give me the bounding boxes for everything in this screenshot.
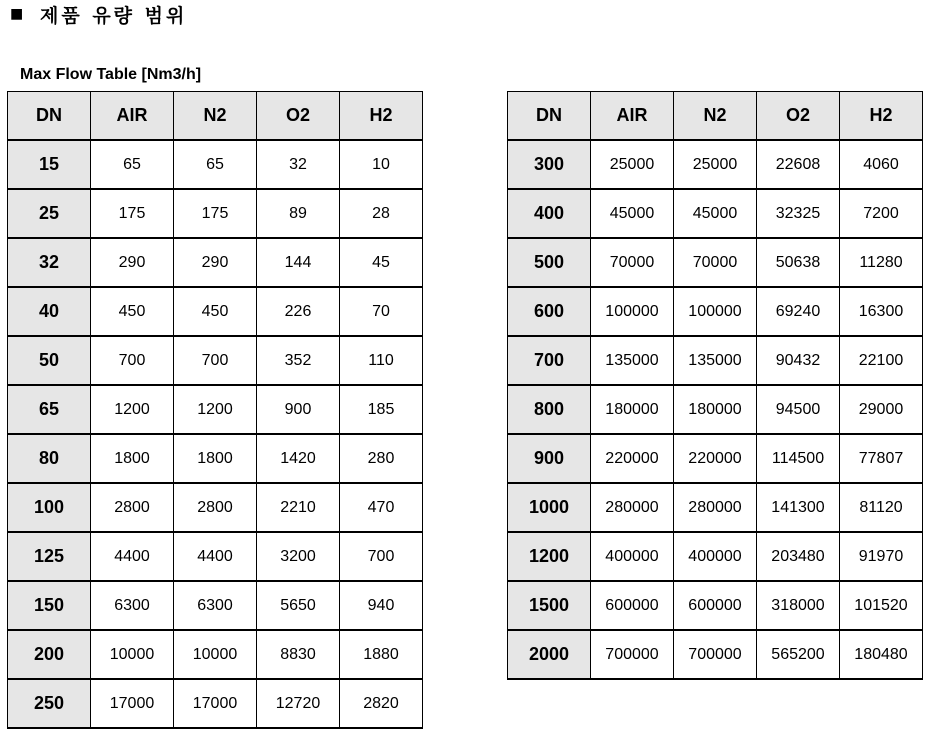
column-header-air: AIR (591, 92, 674, 141)
table-row (508, 434, 923, 483)
header-row (508, 92, 923, 141)
flow-cell-o2: 144 (257, 238, 340, 287)
dn-cell: 200 (8, 630, 91, 679)
dn-cell: 100 (8, 483, 91, 532)
square-bullet-icon: ■ (10, 6, 24, 22)
table-row (508, 385, 923, 434)
flow-cell-n2: 180000 (674, 385, 757, 434)
flow-cell-o2: 94500 (757, 385, 840, 434)
dn-cell: 32 (8, 238, 91, 287)
table-row (508, 287, 923, 336)
dn-cell: 900 (508, 434, 591, 483)
column-header-h2: H2 (840, 92, 923, 141)
flow-cell-h2: 10 (340, 140, 423, 189)
flow-cell-o2: 12720 (257, 679, 340, 728)
flow-cell-n2: 17000 (174, 679, 257, 728)
flow-cell-h2: 16300 (840, 287, 923, 336)
flow-cell-air: 450 (91, 287, 174, 336)
table-row (508, 189, 923, 238)
flow-cell-h2: 22100 (840, 336, 923, 385)
flow-cell-n2: 25000 (674, 140, 757, 189)
section-title: 제품 유량 범위 (40, 4, 188, 27)
flow-cell-o2: 565200 (757, 630, 840, 679)
flow-cell-air: 280000 (591, 483, 674, 532)
column-header-dn: DN (508, 92, 591, 141)
flow-cell-h2: 110 (340, 336, 423, 385)
flow-cell-air: 2800 (91, 483, 174, 532)
flow-cell-n2: 100000 (674, 287, 757, 336)
flow-cell-o2: 22608 (757, 140, 840, 189)
flow-cell-air: 1800 (91, 434, 174, 483)
flow-cell-n2: 400000 (674, 532, 757, 581)
dn-cell: 600 (508, 287, 591, 336)
flow-cell-n2: 700 (174, 336, 257, 385)
flow-cell-h2: 700 (340, 532, 423, 581)
dn-cell: 25 (8, 189, 91, 238)
table-row (8, 483, 423, 532)
flow-cell-air: 45000 (591, 189, 674, 238)
table-row (8, 140, 423, 189)
flow-cell-o2: 32 (257, 140, 340, 189)
flow-cell-n2: 220000 (674, 434, 757, 483)
dn-cell: 500 (508, 238, 591, 287)
header-row (8, 92, 423, 141)
dn-cell: 125 (8, 532, 91, 581)
flow-cell-h2: 180480 (840, 630, 923, 679)
flow-cell-o2: 226 (257, 287, 340, 336)
flow-table-left (7, 91, 423, 729)
table-row (508, 140, 923, 189)
column-header-n2: N2 (674, 92, 757, 141)
flow-cell-h2: 91970 (840, 532, 923, 581)
flow-cell-o2: 50638 (757, 238, 840, 287)
table-row (508, 532, 923, 581)
flow-cell-o2: 352 (257, 336, 340, 385)
flow-cell-h2: 940 (340, 581, 423, 630)
dn-cell: 800 (508, 385, 591, 434)
flow-cell-h2: 28 (340, 189, 423, 238)
dn-cell: 40 (8, 287, 91, 336)
flow-cell-air: 220000 (591, 434, 674, 483)
flow-cell-air: 4400 (91, 532, 174, 581)
table-row (8, 630, 423, 679)
flow-cell-h2: 185 (340, 385, 423, 434)
table-row (8, 238, 423, 287)
flow-cell-air: 175 (91, 189, 174, 238)
dn-cell: 1500 (508, 581, 591, 630)
flow-cell-o2: 90432 (757, 336, 840, 385)
flow-cell-n2: 45000 (674, 189, 757, 238)
dn-cell: 15 (8, 140, 91, 189)
flow-cell-o2: 32325 (757, 189, 840, 238)
flow-cell-h2: 470 (340, 483, 423, 532)
column-header-dn: DN (8, 92, 91, 141)
dn-cell: 400 (508, 189, 591, 238)
flow-cell-h2: 77807 (840, 434, 923, 483)
flow-cell-n2: 450 (174, 287, 257, 336)
column-header-o2: O2 (757, 92, 840, 141)
table-row (508, 581, 923, 630)
section-heading (10, 0, 187, 28)
flow-cell-n2: 175 (174, 189, 257, 238)
flow-cell-h2: 4060 (840, 140, 923, 189)
flow-cell-h2: 101520 (840, 581, 923, 630)
flow-cell-o2: 114500 (757, 434, 840, 483)
column-header-air: AIR (91, 92, 174, 141)
flow-cell-n2: 135000 (674, 336, 757, 385)
flow-cell-n2: 10000 (174, 630, 257, 679)
column-header-n2: N2 (174, 92, 257, 141)
flow-cell-o2: 89 (257, 189, 340, 238)
table-caption: Max Flow Table [Nm3/h] (20, 66, 202, 83)
flow-cell-n2: 6300 (174, 581, 257, 630)
table-row (8, 189, 423, 238)
flow-cell-air: 400000 (591, 532, 674, 581)
dn-cell: 150 (8, 581, 91, 630)
dn-cell: 50 (8, 336, 91, 385)
dn-cell: 2000 (508, 630, 591, 679)
table-row (508, 336, 923, 385)
flow-cell-n2: 4400 (174, 532, 257, 581)
flow-cell-o2: 318000 (757, 581, 840, 630)
flow-cell-o2: 69240 (757, 287, 840, 336)
flow-cell-h2: 7200 (840, 189, 923, 238)
flow-cell-air: 180000 (591, 385, 674, 434)
flow-cell-h2: 280 (340, 434, 423, 483)
flow-cell-n2: 290 (174, 238, 257, 287)
flow-cell-o2: 203480 (757, 532, 840, 581)
table-row (8, 336, 423, 385)
flow-cell-n2: 1800 (174, 434, 257, 483)
flow-table-right (507, 91, 923, 680)
flow-cell-air: 65 (91, 140, 174, 189)
table-row (8, 532, 423, 581)
flow-cell-h2: 2820 (340, 679, 423, 728)
flow-cell-air: 135000 (591, 336, 674, 385)
flow-cell-n2: 1200 (174, 385, 257, 434)
flow-cell-h2: 81120 (840, 483, 923, 532)
flow-cell-h2: 1880 (340, 630, 423, 679)
column-header-h2: H2 (340, 92, 423, 141)
flow-cell-o2: 1420 (257, 434, 340, 483)
dn-cell: 1200 (508, 532, 591, 581)
flow-cell-o2: 900 (257, 385, 340, 434)
flow-cell-o2: 3200 (257, 532, 340, 581)
flow-cell-air: 1200 (91, 385, 174, 434)
flow-cell-n2: 280000 (674, 483, 757, 532)
flow-cell-h2: 70 (340, 287, 423, 336)
flow-cell-air: 700000 (591, 630, 674, 679)
flow-cell-h2: 11280 (840, 238, 923, 287)
flow-cell-n2: 70000 (674, 238, 757, 287)
flow-cell-h2: 45 (340, 238, 423, 287)
table-row (8, 581, 423, 630)
dn-cell: 250 (8, 679, 91, 728)
flow-cell-air: 700 (91, 336, 174, 385)
flow-cell-air: 290 (91, 238, 174, 287)
table-row (508, 483, 923, 532)
flow-cell-o2: 8830 (257, 630, 340, 679)
flow-cell-h2: 29000 (840, 385, 923, 434)
dn-cell: 300 (508, 140, 591, 189)
flow-cell-n2: 2800 (174, 483, 257, 532)
dn-cell: 1000 (508, 483, 591, 532)
flow-cell-n2: 65 (174, 140, 257, 189)
dn-cell: 80 (8, 434, 91, 483)
flow-cell-air: 17000 (91, 679, 174, 728)
flow-cell-air: 25000 (591, 140, 674, 189)
flow-cell-air: 6300 (91, 581, 174, 630)
table-row (8, 385, 423, 434)
flow-cell-air: 600000 (591, 581, 674, 630)
table-row (8, 434, 423, 483)
flow-cell-o2: 2210 (257, 483, 340, 532)
flow-cell-n2: 700000 (674, 630, 757, 679)
dn-cell: 65 (8, 385, 91, 434)
flow-cell-air: 100000 (591, 287, 674, 336)
table-row (8, 287, 423, 336)
flow-cell-air: 70000 (591, 238, 674, 287)
dn-cell: 700 (508, 336, 591, 385)
flow-cell-o2: 5650 (257, 581, 340, 630)
flow-cell-air: 10000 (91, 630, 174, 679)
table-row (508, 630, 923, 679)
table-row (8, 679, 423, 728)
flow-cell-n2: 600000 (674, 581, 757, 630)
flow-cell-o2: 141300 (757, 483, 840, 532)
table-row (508, 238, 923, 287)
column-header-o2: O2 (257, 92, 340, 141)
